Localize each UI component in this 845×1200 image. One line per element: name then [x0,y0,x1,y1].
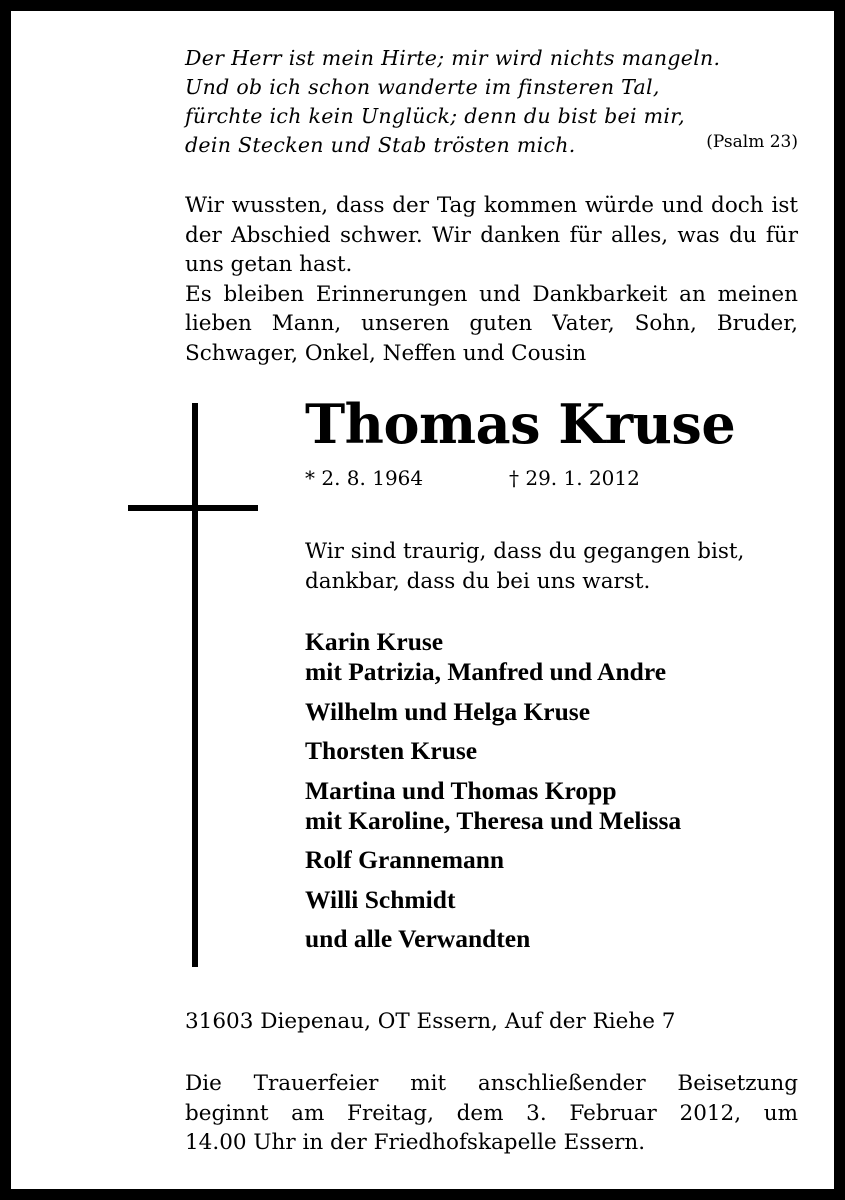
mourner-name: Karin Kruse [305,627,444,656]
mourner-name: Willi Schmidt [305,884,456,914]
mourner-detail: mit Karoline, Theresa und Melissa [305,805,682,835]
mourner-entry [305,885,681,915]
funeral-service-info [185,1069,798,1158]
mourner-name: Wilhelm und Helga Kruse [305,696,591,726]
mourners-list [305,627,681,964]
psalm-line: dein Stecken und Stab trösten mich. [185,133,576,157]
cross-icon-horizontal-bar [128,505,258,511]
mourner-name: Martina und Thomas Kropp [305,775,617,805]
mourner-entry [305,924,681,954]
deceased-name: Thomas Kruse [305,392,736,456]
mourner-name: und alle Verwandten [305,924,531,953]
obituary-notice [11,11,834,1189]
mourner-entry [305,776,681,836]
service-line-1: Die Trauerfeier mit anschließender Beisetzung [185,1071,798,1096]
mourner-entry [305,697,681,727]
quote-line-2: dankbar, dass du bei uns warst. [305,568,651,594]
mourner-entry [305,627,681,687]
intro-paragraph-2: Es bleiben Erinnerungen und Dankbarkeit an meinen lieben Mann, unseren guten Vater, Sohn, Bruder, Schwager, Onkel, Neffen und Cousin [185,281,798,366]
mourner-entry [305,736,681,766]
intro-text [185,191,798,368]
service-line-3: 14.00 Uhr in der Friedhofskapelle Essern. [185,1130,646,1155]
service-line-2: beginnt am Freitag, dem 3. Februar 2012, um [185,1100,798,1126]
mourner-name: Rolf Grannemann [305,845,505,874]
mourner-detail: mit Patrizia, Manfred und Andre [305,657,667,686]
intro-paragraph-1: Wir wussten, dass der Tag kommen würde und doch ist der Abschied schwer. Wir danken für alles, was du für uns getan hast. [185,193,798,277]
psalm-quote [185,44,798,160]
birth-date: * 2. 8. 1964 [305,466,424,490]
mourner-name: Thorsten Kruse [305,736,478,765]
death-date: † 29. 1. 2012 [509,466,640,490]
cross-icon-vertical-bar [192,403,198,967]
psalm-line: Und ob ich schon wanderte im finsteren Tal, [185,75,660,99]
quote-line-1: Wir sind traurig, dass du gegangen bist, [305,539,745,564]
psalm-reference: (Psalm 23) [706,132,798,152]
mourner-entry [305,845,681,875]
family-address: 31603 Diepenau, OT Essern, Auf der Riehe 7 [185,1009,676,1034]
mourning-quote [305,537,744,596]
psalm-line: Der Herr ist mein Hirte; mir wird nichts mangeln. [185,46,721,70]
psalm-line: fürchte ich kein Unglück; denn du bist bei mir, [185,104,685,128]
